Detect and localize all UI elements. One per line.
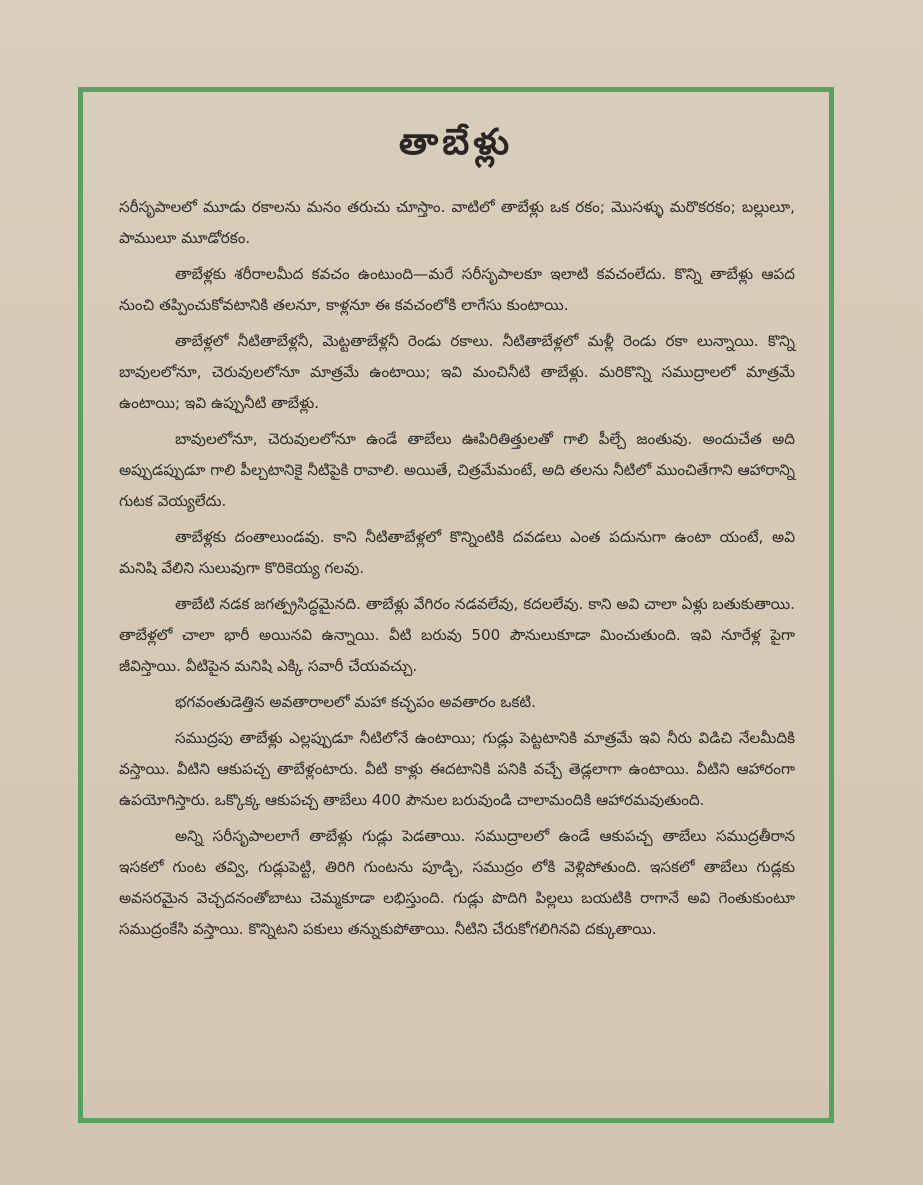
paragraph-2: తాబేళ్లకు శరీరాలమీద కవచం ఉంటుంది—మరే సరీసృపాలకూ ఇలాటి కవచంలేదు. కొన్ని తాబేళ్లు ఆపద నుంచి తప్పించుకోవటానికి తలనూ, కాళ్లనూ ఈ కవచంలోకి లాగేసు కుంటాయి. — [119, 265, 795, 314]
paragraph-3: తాబేళ్లలో నీటితాబేళ్లనీ, మెట్టతాబేళ్లనీ రెండు రకాలు. నీటితాబేళ్లలో మళ్లీ రెండు రకా లున్నాయి. కొన్ని బావులలోనూ, చెరువులలోనూ మాత్రమే ఉంటాయి; ఇవి మంచినీటి తాబేళ్లు. మరికొన్ని సముద్రాలలో మాత్రమే ఉంటాయి; ఇవి ఉప్పునీటి తాబేళ్లు. — [119, 332, 795, 412]
paragraph-5: తాబేళ్లకు దంతాలుండవు. కాని నీటితాబేళ్లలో కొన్నింటికి దవడలు ఎంత పదునుగా ఉంటా యంటే, అవి మనిషి వేలిని సులువుగా కొరికెయ్య గలవు. — [119, 528, 795, 577]
paragraph-7: భగవంతుడెత్తిన అవతారాలలో మహా కచ్ఛపం అవతారం ఒకటి. — [175, 693, 536, 711]
paragraph-9: అన్ని సరీసృపాలలాగే తాబేళ్లు గుడ్లు పెడతాయి. సముద్రాలలో ఉండే ఆకుపచ్చ తాబేలు సముద్రతీరాన ఇసకలో గుంట తవ్వి, గుడ్లుపెట్టి, తిరిగి గుంటను పూడ్చి, సముద్రం లోకి వెళ్లిపోతుంది. ఇసకలో తాబేలు గుడ్లకు అవసరమైన వెచ్చదనంతోబాటు చెమ్మకూడా లభిస్తుంది. గుడ్లు పొదిగి పిల్లలు బయటికి రాగానే అవి గెంతుకుంటూ సముద్రంకేసి వస్తాయి. కొన్నిటని పకులు తన్నుకుపోతాయి. నీటిని చేరుకోగలిగినవి దక్కుతాయి. — [119, 827, 795, 938]
paragraph-4: బావులలోనూ, చెరువులలోనూ ఉండే తాబేలు ఊపిరితిత్తులతో గాలి పీల్చే జంతువు. అందుచేత అది అప్పుడప్పుడూ గాలి పీల్చటానికై నీటిపైకి రావాలి. అయితే, చిత్రమేమంటే, అది తలను నీటిలో ముంచితేగాని ఆహారాన్ని గుటక వెయ్యలేదు. — [119, 430, 795, 510]
paragraph-8: సముద్రపు తాబేళ్లు ఎల్లప్పుడూ నీటిలోనే ఉంటాయి; గుడ్లు పెట్టటానికి మాత్రమే ఇవి నీరు విడిచి నేలమీదికి వస్తాయి. వీటిని ఆకుపచ్చ తాబేళ్లంటారు. వీటి కాళ్లు ఈదటానికి పనికి వచ్చే తెడ్లలాగా ఉంటాయి. వీటిని ఆహారంగా ఉపయోగిస్తారు. ఒక్కొక్క ఆకుపచ్చ తాబేలు 400 పౌనుల బరువుండి చాలామందికి ఆహారమవుతుంది. — [119, 729, 795, 809]
paragraph-6: తాబేటి నడక జగత్ప్రసిద్ధమైనది. తాబేళ్లు వేగిరం నడవలేవు, కదలలేవు. కాని అవి చాలా ఏళ్లు బతుకుతాయి. తాబేళ్లలో చాలా భారీ అయినవి ఉన్నాయి. వీటి బరువు 500 పౌనులుకూడా మించుతుంది. ఇవి నూరేళ్ల పైగా జీవిస్తాయి. వీటిపైన మనిషి ఎక్కి సవారీ చేయవచ్చు. — [119, 595, 795, 675]
green-border-frame — [78, 87, 834, 1123]
paragraph-1: సరీసృపాలలో మూడు రకాలను మనం తరుచు చూస్తాం. వాటిలో తాబేళ్లు ఒక రకం; మొసళ్ళు మరొకరకం; బల్లులూ, పాములూ మూడోరకం. — [119, 198, 795, 247]
page-title: తాబేళ్లు — [398, 122, 514, 163]
article-body — [119, 192, 795, 950]
